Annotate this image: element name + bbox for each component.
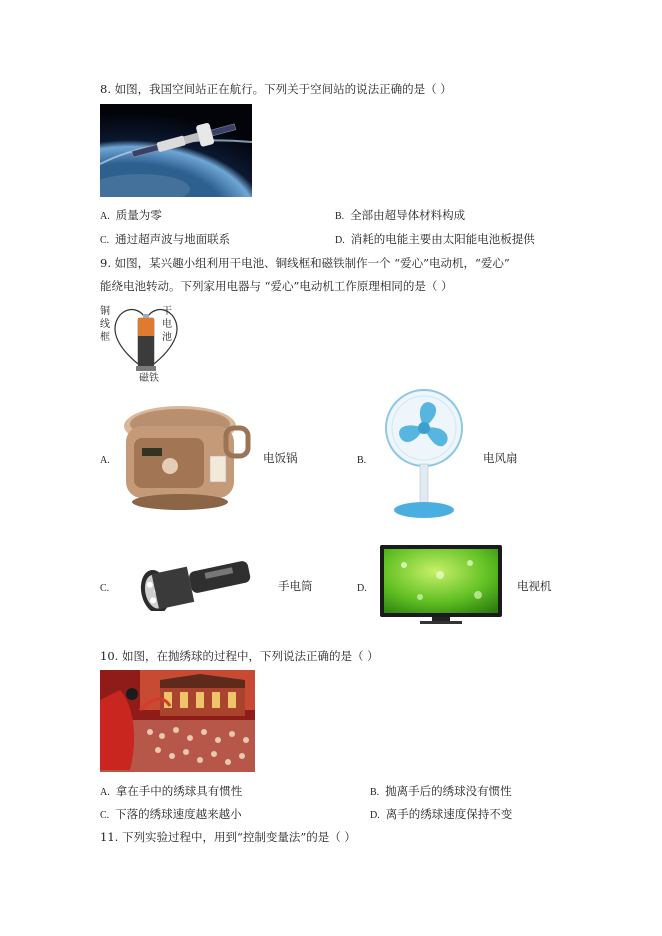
q9-option-d[interactable]: D. — [357, 583, 367, 594]
battery-label: 干 电 池 — [162, 306, 172, 343]
space-station-image — [100, 104, 252, 197]
q10-option-a[interactable]: A. 拿在手中的绣球具有惯性 — [100, 784, 243, 798]
rice-cooker-icon — [120, 398, 252, 516]
q10-option-c[interactable]: C. 下落的绣球速度越来越小 — [100, 807, 242, 821]
question-11-stem: 11. 下列实验过程中，用到“控制变量法”的是（ ） — [100, 830, 356, 844]
q10-option-b[interactable]: B. 抛离手后的绣球没有惯性 — [370, 784, 512, 798]
television-icon — [380, 545, 502, 625]
question-10-stem: 10. 如图，在抛绣球的过程中，下列说法正确的是（ ） — [100, 649, 379, 663]
q9-option-b-label: 电风扇 — [483, 451, 518, 465]
q9-option-c[interactable]: C. — [100, 583, 110, 594]
embroidered-ball-throwing-image — [100, 670, 255, 772]
flashlight-icon — [136, 551, 258, 611]
q9-option-d-label: 电视机 — [517, 579, 552, 593]
copper-frame-label: 铜 线 框 — [100, 306, 110, 343]
question-8-stem: 8. 如图，我国空间站正在航行。下列关于空间站的说法正确的是（ ） — [100, 82, 452, 96]
q9-option-b[interactable]: B. — [357, 455, 367, 466]
question-9-stem-line1: 9. 如图，某兴趣小组利用干电池、铜线框和磁铁制作一个 “爱心”电动机，“爱心” — [100, 256, 510, 270]
electric-fan-icon — [383, 388, 465, 520]
q8-option-c[interactable]: C. 通过超声波与地面联系 — [100, 232, 231, 246]
q8-option-d[interactable]: D. 消耗的电能主要由太阳能电池板提供 — [335, 232, 535, 246]
question-9-stem-line2: 能绕电池转动。下列家用电器与 “爱心”电动机工作原理相同的是（ ） — [100, 279, 453, 293]
q9-option-a[interactable]: A. — [100, 455, 110, 466]
q10-option-d[interactable]: D. 离手的绣球速度保持不变 — [370, 807, 513, 821]
q9-option-c-label: 手电筒 — [278, 579, 313, 593]
q8-option-b[interactable]: B. 全部由超导体材料构成 — [335, 208, 466, 222]
q9-option-a-label: 电饭锅 — [263, 451, 298, 465]
magnet-label: 磁铁 — [139, 373, 159, 384]
q8-option-a[interactable]: A. 质量为零 — [100, 208, 162, 222]
